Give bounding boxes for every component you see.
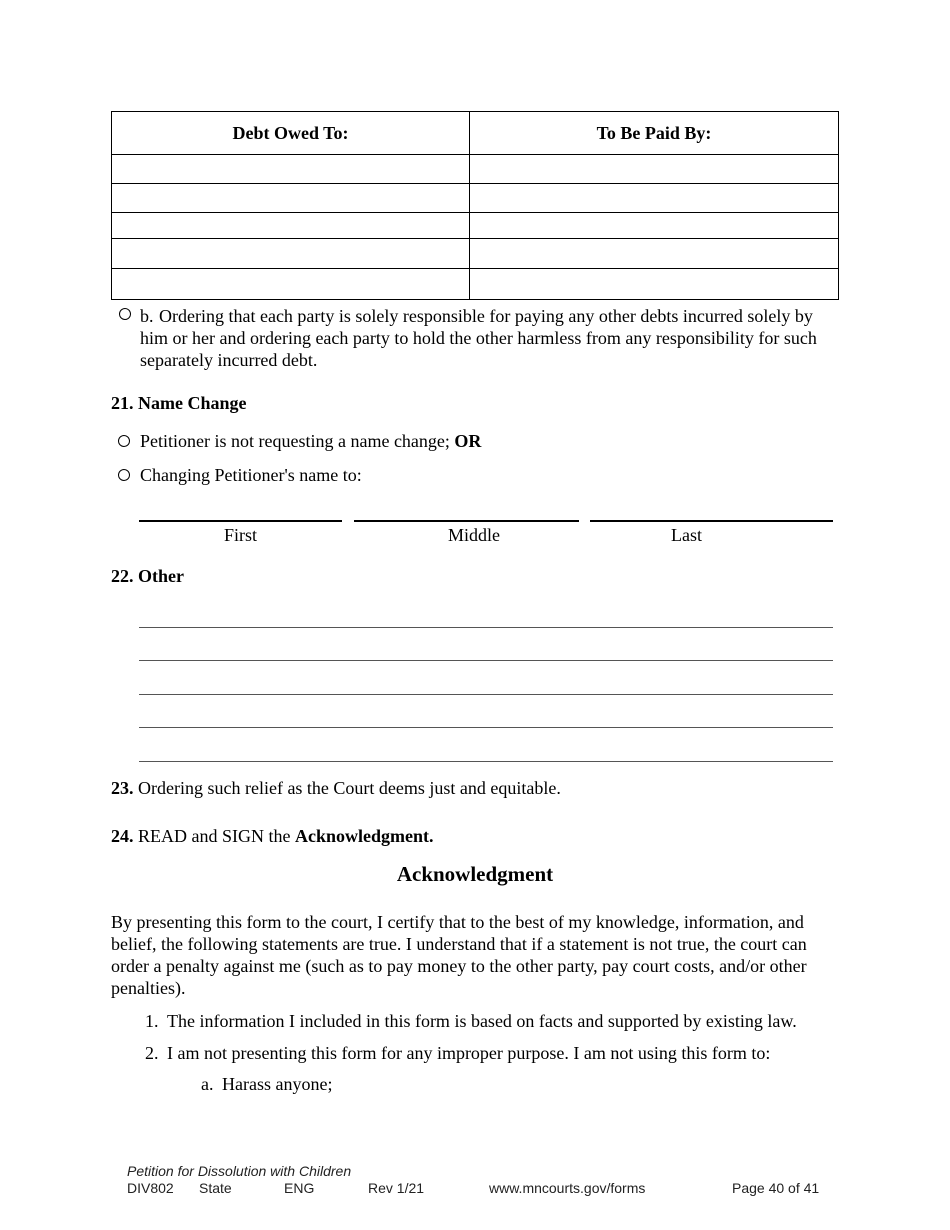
option-b-text: Ordering that each party is solely responsible for paying any other debts incurred solely by him or her and ordering each party to hold the other harmless from any responsibility for such separately incurred debt. [140,306,817,370]
no-name-change-option [140,430,481,452]
other-line-3[interactable] [139,694,833,695]
section-23-number: 23. [111,778,134,798]
first-name-field[interactable] [139,520,342,522]
debt-owed-to-cell[interactable] [112,239,470,269]
middle-name-label: Middle [448,525,500,545]
section-21-title: Name Change [138,393,247,413]
footer-language: ENG [284,1180,315,1196]
table-row [112,239,839,269]
option-b-radio[interactable] [119,308,131,320]
table-row [112,184,839,213]
section-23-text: Ordering such relief as the Court deems just and equitable. [138,778,561,798]
item-2a-text: Harass anyone; [222,1074,333,1094]
to-be-paid-by-cell[interactable] [470,155,839,184]
other-line-4[interactable] [139,727,833,728]
section-24-bold-text: Acknowledgment. [294,826,434,846]
table-row [112,155,839,184]
to-be-paid-by-cell[interactable] [470,269,839,300]
section-21-heading [111,392,247,414]
acknowledgment-title: Acknowledgment [396,862,554,886]
section-23 [111,777,561,799]
section-22-heading [111,565,184,587]
other-line-1[interactable] [139,627,833,628]
item-2-text: I am not presenting this form for any improper purpose. I am not using this form to: [167,1043,771,1063]
section-22-number: 22. [111,566,134,586]
section-21-number: 21. [111,393,134,413]
section-24-number: 24. [111,826,134,846]
last-name-label: Last [671,525,702,545]
table-row [112,213,839,239]
item-1-text: The information I included in this form is based on facts and supported by existing law. [167,1011,797,1031]
section-24-text: READ and SIGN the [138,826,291,846]
first-name-label: First [223,525,257,545]
footer-form-title: Petition for Dissolution with Children [127,1163,352,1179]
other-line-2[interactable] [139,660,833,661]
item-1-number: 1. [145,1011,159,1031]
no-name-change-radio[interactable] [118,435,130,447]
or-text: OR [454,431,482,451]
acknowledgment-item-1 [145,1010,845,1032]
no-name-change-text: Petitioner is not requesting a name change; [140,431,450,451]
debt-owed-to-cell[interactable] [112,155,470,184]
to-be-paid-by-cell[interactable] [470,213,839,239]
item-2-number: 2. [145,1043,159,1063]
last-name-field[interactable] [590,520,833,522]
header-debt-owed-to: Debt Owed To: [112,112,470,155]
middle-name-field[interactable] [354,520,579,522]
section-22-title: Other [138,566,184,586]
header-to-be-paid-by: To Be Paid By: [470,112,839,155]
footer-page-number: Page 40 of 41 [732,1180,820,1196]
section-24 [111,825,433,847]
footer-website[interactable]: www.mncourts.gov/forms [489,1180,646,1196]
item-2a-letter: a. [201,1074,214,1094]
acknowledgment-item-2 [145,1042,845,1064]
footer-form-code: DIV802 [127,1180,174,1196]
debt-table [111,111,839,300]
acknowledgment-intro: By presenting this form to the court, I certify that to the best of my knowledge, information, and belief, the following statements are true. I understand that if a statement is not true, the court can order a penalty against me (such as to pay money to the other party, pay court costs, and/or other penalties). [111,912,807,998]
to-be-paid-by-cell[interactable] [470,239,839,269]
table-row [112,269,839,300]
debt-owed-to-cell[interactable] [112,269,470,300]
debt-owed-to-cell[interactable] [112,184,470,213]
change-name-text: Changing Petitioner's name to: [140,465,362,485]
footer-jurisdiction: State [199,1180,232,1196]
debt-owed-to-cell[interactable] [112,213,470,239]
other-line-5[interactable] [139,761,833,762]
footer-revision: Rev 1/21 [368,1180,425,1196]
to-be-paid-by-cell[interactable] [470,184,839,213]
change-name-radio[interactable] [118,469,130,481]
acknowledgment-item-2a [201,1073,332,1095]
option-b-label: b. [140,306,154,326]
